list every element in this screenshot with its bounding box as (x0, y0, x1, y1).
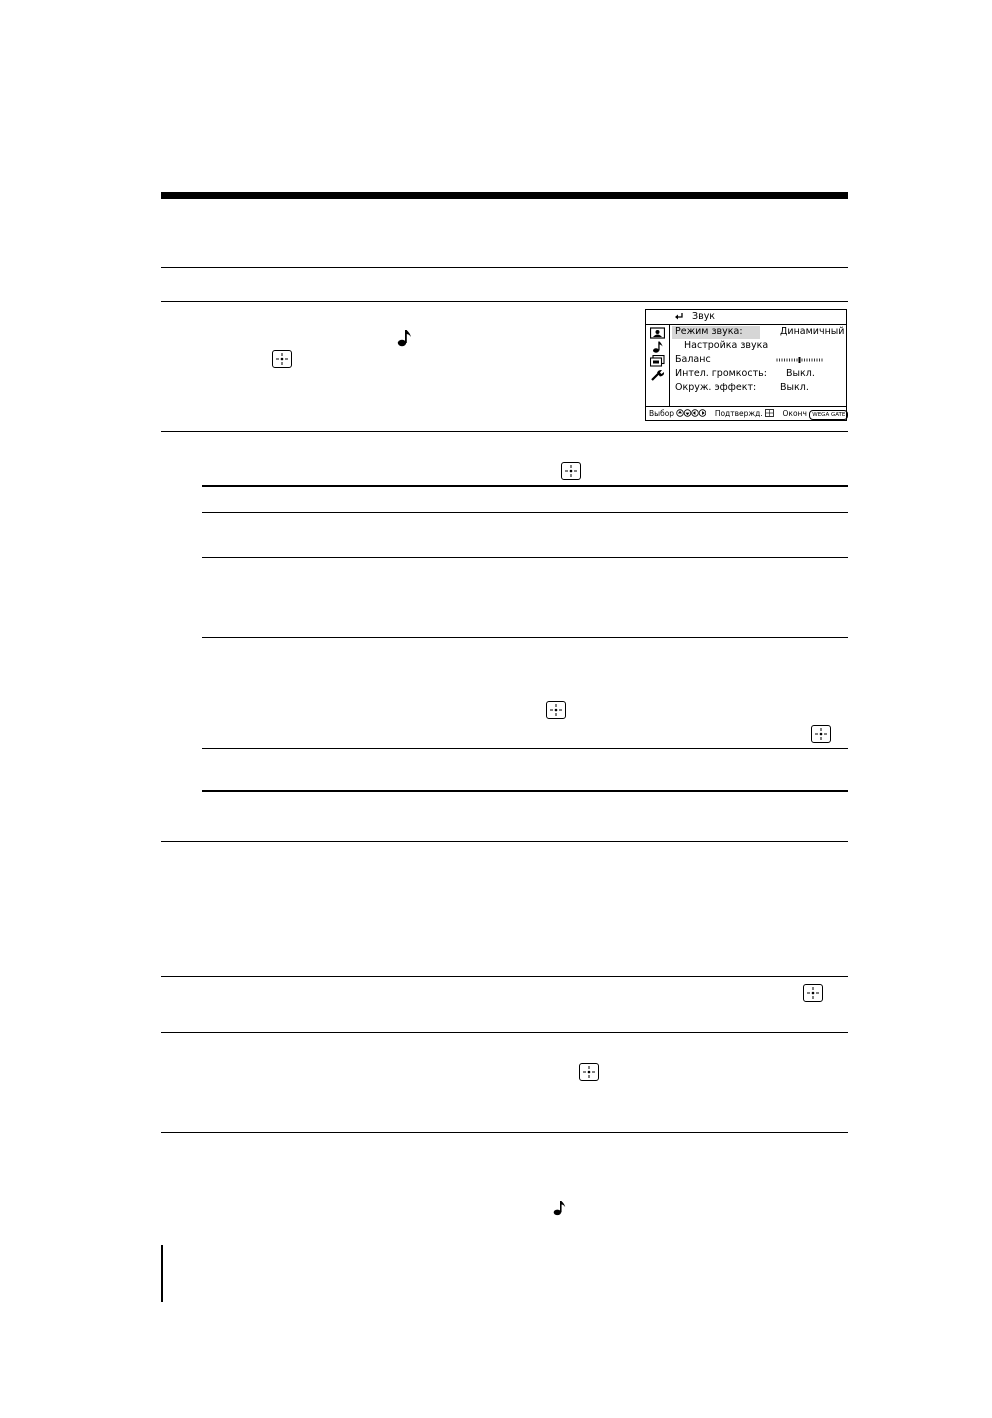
footer-confirm-label: Подтвержд. (714, 409, 763, 418)
subtable-rule (202, 485, 848, 487)
balance-slider (776, 357, 824, 363)
menu-item-sound-mode-label: Режим звука: (675, 326, 743, 337)
picture-icon (650, 327, 665, 339)
enter-button-icon (561, 462, 581, 480)
table-rule (161, 1032, 848, 1033)
enter-button-icon (579, 1063, 599, 1081)
footer-select-label: Выбор (649, 409, 675, 418)
table-rule (161, 976, 848, 977)
music-note-icon (397, 329, 413, 347)
menu-item-surround-value: Выкл. (780, 382, 809, 393)
enter-button-icon (546, 701, 566, 719)
subtable-rule (202, 557, 848, 558)
menu-item-balance-label: Баланс (675, 354, 711, 365)
margin-bar (161, 1245, 163, 1302)
menu-item-sound-mode-value: Динамичный (780, 326, 845, 337)
footer-exit-label: Оконч (782, 409, 807, 418)
table-rule (161, 431, 848, 432)
enter-button-icon (272, 350, 292, 368)
setup-wrench-icon (650, 369, 665, 381)
subtable-rule (202, 512, 848, 513)
menu-footer (649, 409, 848, 420)
menu-divider (646, 324, 846, 325)
arrow-keys-icon (676, 409, 706, 417)
music-note-icon (553, 1200, 567, 1216)
table-rule (161, 267, 848, 268)
menu-item-intel-volume-value: Выкл. (786, 368, 815, 379)
table-rule (161, 841, 848, 842)
table-rule (161, 1132, 848, 1133)
menu-item-sound-adjust-label: Настройка звука (684, 340, 769, 351)
enter-small-icon (765, 409, 774, 417)
subtable-rule (202, 790, 848, 792)
return-arrow-icon (674, 312, 684, 321)
sound-menu-screen (645, 309, 847, 421)
subtable-rule (202, 637, 848, 638)
menu-title: Звук (692, 311, 716, 322)
features-icon (650, 355, 665, 367)
table-rule (161, 301, 848, 302)
wega-gate-badge: WEGA GATE (809, 410, 848, 420)
enter-button-icon (811, 725, 831, 743)
menu-item-surround-label: Окруж. эффект: (675, 382, 757, 393)
sound-note-icon (650, 341, 665, 353)
menu-divider (646, 406, 846, 407)
menu-item-intel-volume-label: Интел. громкость: (675, 368, 767, 379)
top-rule (161, 192, 848, 199)
enter-button-icon (803, 984, 823, 1002)
subtable-rule (202, 748, 848, 749)
menu-sidebar (646, 324, 670, 407)
